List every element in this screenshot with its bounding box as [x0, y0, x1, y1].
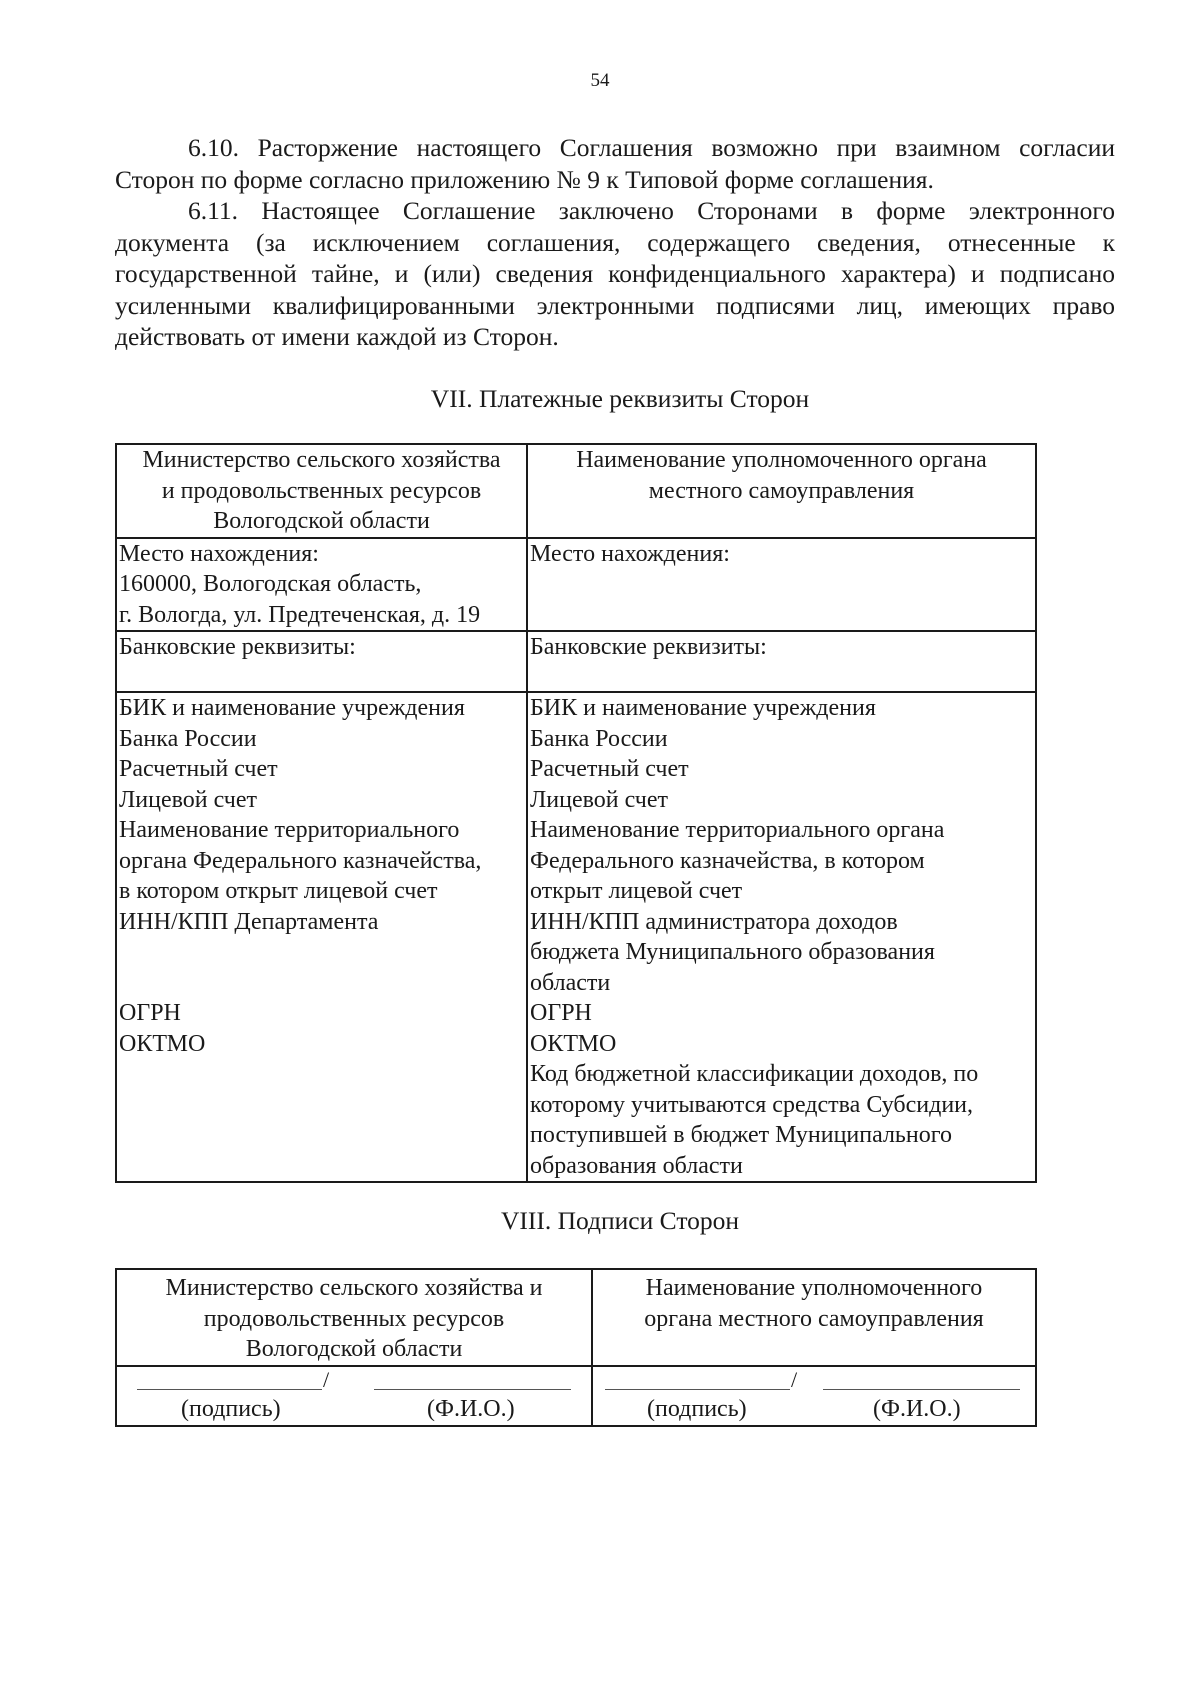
requisite-line: Банка России: [530, 725, 668, 752]
municipal-signature-cell: [592, 1366, 1036, 1426]
requisite-line: Федерального казначейства, в котором: [530, 847, 925, 874]
requisite-line: ОКТМО: [119, 1030, 206, 1057]
requisite-line: [119, 968, 524, 999]
ministry-signature-header: [116, 1269, 592, 1366]
signature-line[interactable]: [605, 1389, 790, 1390]
requisites-row: [116, 692, 1036, 1182]
location-line: г. Вологда, ул. Предтеченская, д. 19: [119, 601, 481, 628]
requisite-line: ОГРН: [530, 1000, 592, 1026]
signature-slash: /: [323, 1366, 330, 1392]
requisite-line: открыт лицевой счет: [530, 878, 743, 904]
table-header-row: [116, 444, 1036, 538]
header-line: местного самоуправления: [648, 477, 915, 504]
paragraph-6-10: 6.10. Расторжение настоящего Соглашения возможно при взаимном согласии Сторон по форме согласно приложению № 9 к Типовой форме соглашения.: [115, 133, 1115, 194]
signatures-header-row: [116, 1269, 1036, 1366]
requisite-line: БИК и наименование учреждения: [119, 695, 465, 721]
name-line[interactable]: [374, 1389, 571, 1390]
requisite-line: Лицевой счет: [119, 786, 258, 813]
requisite-line: образования области: [530, 1152, 743, 1179]
requisite-line: Банка России: [119, 725, 257, 752]
requisite-line: ОГРН: [119, 1000, 181, 1026]
location-line: Место нахождения:: [119, 540, 319, 567]
requisite-line: ИНН/КПП Департамента: [119, 908, 379, 935]
municipal-location-cell: [527, 538, 1036, 632]
header-line: и продовольственных ресурсов: [161, 477, 482, 504]
signature-caption: (подпись): [181, 1395, 281, 1422]
signature-slash: /: [791, 1366, 798, 1392]
header-line: Вологодской области: [245, 1336, 463, 1362]
signature-caption: (подпись): [647, 1395, 747, 1422]
header-line: органа местного самоуправления: [644, 1305, 984, 1332]
header-line: Наименование уполномоченного органа: [576, 447, 987, 473]
signatures-table: [115, 1268, 1037, 1427]
municipal-requisites-cell: [527, 692, 1036, 1182]
paragraph-6-11: 6.11. Настоящее Соглашение заключено Сторонами в форме электронного документа (за исключением соглашения, содержащего сведения, отнесенные к государственной тайне, и (или) сведения конфиденциального характера) и подписано усиленными квалифицированными электронными подписями лиц, имеющих право действовать от имени каждой из Сторон.: [115, 196, 1115, 351]
name-caption: (Ф.И.О.): [873, 1395, 961, 1422]
requisite-line: поступившей в бюджет Муниципального: [530, 1122, 952, 1148]
header-line: Министерство сельского хозяйства и: [165, 1275, 543, 1301]
municipal-signature-header: [592, 1269, 1036, 1366]
name-caption: (Ф.И.О.): [427, 1395, 515, 1422]
requisite-line: в котором открыт лицевой счет: [119, 878, 438, 904]
signature-lines-row: [116, 1366, 1036, 1426]
requisite-line: Расчетный счет: [119, 756, 278, 782]
header-line: продовольственных ресурсов: [203, 1305, 505, 1332]
requisite-line: бюджета Муниципального образования: [530, 939, 935, 965]
header-line: Министерство сельского хозяйства: [142, 447, 501, 473]
section-7-title: VII. Платежные реквизиты Сторон: [430, 384, 810, 413]
requisite-line: [119, 937, 524, 968]
requisite-line: Код бюджетной классификации доходов, по: [530, 1061, 979, 1087]
location-line: 160000, Вологодская область,: [119, 571, 422, 597]
header-line: Вологодской области: [213, 508, 430, 534]
requisite-line: Расчетный счет: [530, 756, 689, 782]
name-line[interactable]: [823, 1389, 1020, 1390]
requisite-line: ИНН/КПП администратора доходов: [530, 908, 898, 935]
location-row: [116, 538, 1036, 632]
requisite-line: ОКТМО: [530, 1030, 617, 1057]
section-8-title: VIII. Подписи Сторон: [500, 1206, 740, 1235]
bank-details-row: [116, 631, 1036, 692]
payment-details-table: [115, 443, 1037, 1183]
ministry-signature-cell: [116, 1366, 592, 1426]
ministry-header-cell: [116, 444, 527, 538]
bank-details-label: Банковские реквизиты:: [119, 634, 356, 660]
page-number: 54: [590, 70, 610, 91]
location-line: Место нахождения:: [530, 540, 730, 567]
signature-line[interactable]: [137, 1389, 322, 1390]
ministry-requisites-cell: [116, 692, 527, 1182]
requisite-line: которому учитываются средства Субсидии,: [530, 1091, 974, 1118]
requisite-line: БИК и наименование учреждения: [530, 695, 876, 721]
ministry-bank-cell: [116, 631, 527, 692]
bank-details-label: Банковские реквизиты:: [530, 634, 767, 660]
requisite-line: Наименование территориального органа: [530, 817, 945, 843]
requisite-line: области: [530, 969, 611, 996]
ministry-location-cell: [116, 538, 527, 632]
requisite-line: органа Федерального казначейства,: [119, 847, 482, 874]
header-line: Наименование уполномоченного: [645, 1275, 983, 1301]
requisite-line: Лицевой счет: [530, 786, 669, 813]
municipal-header-cell: [527, 444, 1036, 538]
municipal-bank-cell: [527, 631, 1036, 692]
requisite-line: Наименование территориального: [119, 817, 460, 843]
